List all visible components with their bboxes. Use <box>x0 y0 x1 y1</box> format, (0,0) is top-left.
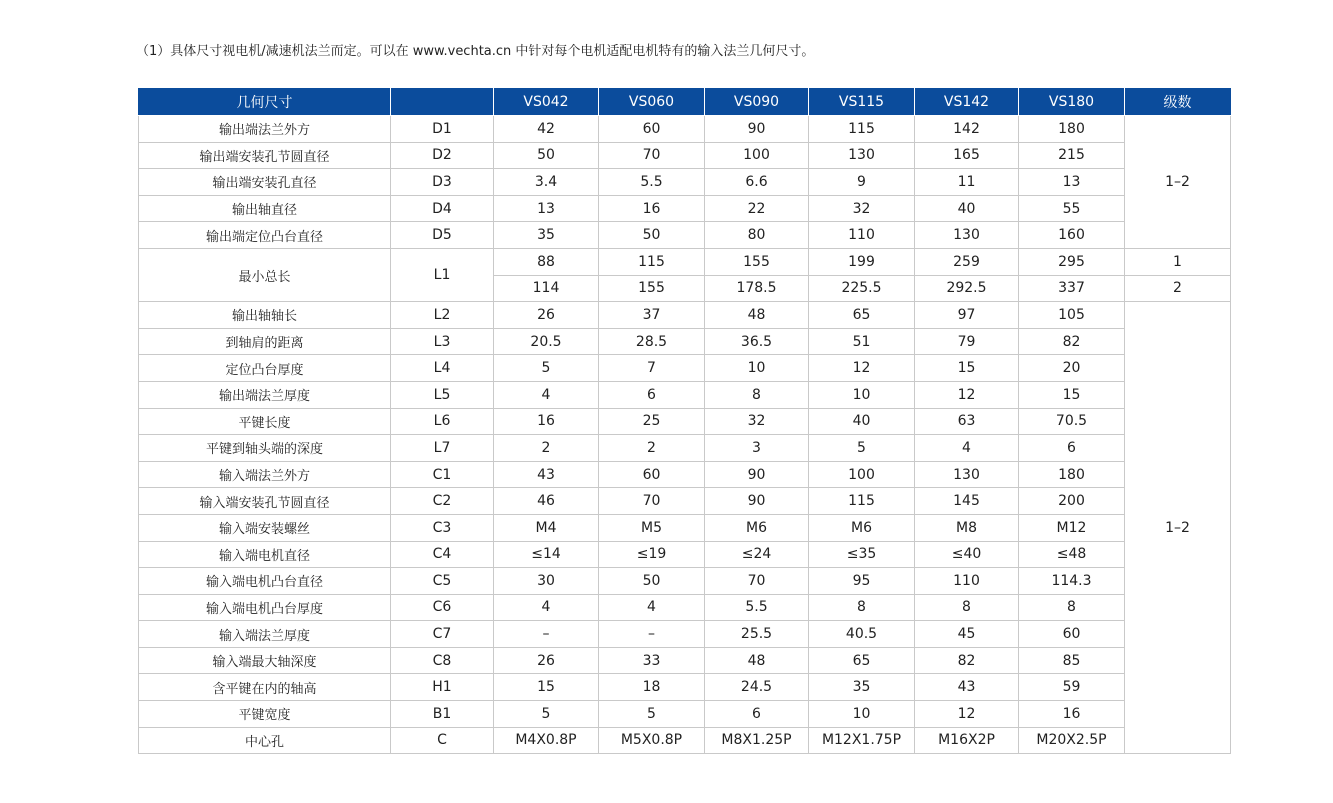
dimension-value: 37 <box>599 302 705 329</box>
dimension-name: 平键长度 <box>139 408 391 435</box>
dimension-value: 48 <box>705 647 809 674</box>
dimension-value: 40.5 <box>809 621 915 648</box>
dimension-value: 5 <box>494 701 599 728</box>
dimension-value: 259 <box>915 248 1019 275</box>
dimension-value: 60 <box>1019 621 1125 648</box>
dimension-code: H1 <box>391 674 494 701</box>
dimension-value: 6.6 <box>705 169 809 196</box>
dimension-name: 含平键在内的轴高 <box>139 674 391 701</box>
table-row <box>139 594 1231 621</box>
dimension-value: 8 <box>915 594 1019 621</box>
dimension-value: 65 <box>809 302 915 329</box>
dimension-value: 12 <box>915 701 1019 728</box>
dimension-value: 16 <box>599 195 705 222</box>
dimension-value: M20X2.5P <box>1019 727 1125 754</box>
dimension-value: 11 <box>915 169 1019 196</box>
dimension-code: L7 <box>391 435 494 462</box>
stage-cell: 1–2 <box>1125 302 1231 754</box>
dimension-value: 5 <box>494 355 599 382</box>
table-row <box>139 302 1231 329</box>
dimension-value: 28.5 <box>599 328 705 355</box>
dimension-value: ≤24 <box>705 541 809 568</box>
dimension-value: 8 <box>705 381 809 408</box>
table-row <box>139 461 1231 488</box>
table-row <box>139 381 1231 408</box>
dimension-value: 180 <box>1019 461 1125 488</box>
dimension-value: 295 <box>1019 248 1125 275</box>
table-row <box>139 701 1231 728</box>
dimension-value: 3 <box>705 435 809 462</box>
dimension-value: 55 <box>1019 195 1125 222</box>
header-vs142: VS142 <box>915 89 1019 116</box>
dimension-value: 200 <box>1019 488 1125 515</box>
table-row <box>139 328 1231 355</box>
dimension-value: 20.5 <box>494 328 599 355</box>
dimension-value: 7 <box>599 355 705 382</box>
dimension-value: 15 <box>494 674 599 701</box>
dimension-name: 输入端安装孔节圆直径 <box>139 488 391 515</box>
dimension-value: 100 <box>705 142 809 169</box>
dimension-value: 6 <box>1019 435 1125 462</box>
table-row <box>139 408 1231 435</box>
stage-cell: 1 <box>1125 248 1231 275</box>
dimension-code: B1 <box>391 701 494 728</box>
dimension-value: 60 <box>599 116 705 143</box>
dimension-value: 25 <box>599 408 705 435</box>
dimension-value: 110 <box>915 568 1019 595</box>
dimension-value: 88 <box>494 248 599 275</box>
table-row <box>139 568 1231 595</box>
dimension-name: 输出端法兰外方 <box>139 116 391 143</box>
dimension-code: L4 <box>391 355 494 382</box>
dimension-value: 42 <box>494 116 599 143</box>
dimension-value: 85 <box>1019 647 1125 674</box>
dimension-code: D2 <box>391 142 494 169</box>
dimension-value: 6 <box>599 381 705 408</box>
dimension-name: 到轴肩的距离 <box>139 328 391 355</box>
dimension-code: C7 <box>391 621 494 648</box>
dimension-value: 40 <box>809 408 915 435</box>
dimension-value: 12 <box>915 381 1019 408</box>
dimension-code: D3 <box>391 169 494 196</box>
dimension-value: 5 <box>809 435 915 462</box>
header-vs115: VS115 <box>809 89 915 116</box>
dimension-name: 输入端电机直径 <box>139 541 391 568</box>
dimension-name: 输出轴轴长 <box>139 302 391 329</box>
dimension-code: L6 <box>391 408 494 435</box>
dimension-value: 5 <box>599 701 705 728</box>
dimension-value: 18 <box>599 674 705 701</box>
dimension-name: 输入端电机凸台直径 <box>139 568 391 595</box>
dimension-value: 12 <box>809 355 915 382</box>
dimension-value: 80 <box>705 222 809 249</box>
dimension-value: 292.5 <box>915 275 1019 302</box>
dimension-name: 输出端安装孔直径 <box>139 169 391 196</box>
dimension-value: 215 <box>1019 142 1125 169</box>
table-body <box>139 116 1231 754</box>
header-vs042: VS042 <box>494 89 599 116</box>
dimension-code: C3 <box>391 514 494 541</box>
dimension-code: D5 <box>391 222 494 249</box>
dimension-value: 48 <box>705 302 809 329</box>
dimension-value: 4 <box>494 381 599 408</box>
table-row <box>139 514 1231 541</box>
dimension-value: 50 <box>599 568 705 595</box>
dimension-name: 输入端安装螺丝 <box>139 514 391 541</box>
dimension-value: ≤19 <box>599 541 705 568</box>
dimension-value: 145 <box>915 488 1019 515</box>
dimension-value: 59 <box>1019 674 1125 701</box>
dimension-name: 输入端法兰厚度 <box>139 621 391 648</box>
dimension-value: 51 <box>809 328 915 355</box>
dimension-value: – <box>494 621 599 648</box>
dimension-value: 82 <box>1019 328 1125 355</box>
table-row <box>139 142 1231 169</box>
table-row <box>139 621 1231 648</box>
dimension-value: 36.5 <box>705 328 809 355</box>
dimension-value: 40 <box>915 195 1019 222</box>
stage-cell: 1–2 <box>1125 116 1231 249</box>
dimension-value: ≤35 <box>809 541 915 568</box>
dimension-value: 22 <box>705 195 809 222</box>
dimension-value: – <box>599 621 705 648</box>
dimension-value: 16 <box>494 408 599 435</box>
dimension-code: L5 <box>391 381 494 408</box>
dimension-name: 定位凸台厚度 <box>139 355 391 382</box>
dimension-value: 60 <box>599 461 705 488</box>
dimension-value: 165 <box>915 142 1019 169</box>
dimension-value: 13 <box>494 195 599 222</box>
dimension-code: C4 <box>391 541 494 568</box>
table-row <box>139 222 1231 249</box>
dimension-value: 32 <box>705 408 809 435</box>
dimension-value: 20 <box>1019 355 1125 382</box>
dimension-value: 46 <box>494 488 599 515</box>
dimension-value: M4X0.8P <box>494 727 599 754</box>
dimension-value: 9 <box>809 169 915 196</box>
dimension-value: 90 <box>705 116 809 143</box>
header-stage: 级数 <box>1125 89 1231 116</box>
dimension-value: 142 <box>915 116 1019 143</box>
dimension-value: 95 <box>809 568 915 595</box>
dimension-value: 160 <box>1019 222 1125 249</box>
dimension-code: L2 <box>391 302 494 329</box>
dimension-value: 50 <box>599 222 705 249</box>
dimension-value: M8X1.25P <box>705 727 809 754</box>
dimension-value: 3.4 <box>494 169 599 196</box>
dimension-code: C8 <box>391 647 494 674</box>
dimension-name: 输入端最大轴深度 <box>139 647 391 674</box>
table-row <box>139 116 1231 143</box>
dimension-value: 15 <box>1019 381 1125 408</box>
dimension-table <box>138 88 1231 754</box>
dimension-value: M16X2P <box>915 727 1019 754</box>
dimension-code: D4 <box>391 195 494 222</box>
dimension-value: 25.5 <box>705 621 809 648</box>
dimension-value: 337 <box>1019 275 1125 302</box>
dimension-name: 输入端法兰外方 <box>139 461 391 488</box>
header-code <box>391 89 494 116</box>
dimension-value: 130 <box>915 222 1019 249</box>
dimension-name: 输入端电机凸台厚度 <box>139 594 391 621</box>
dimension-value: 13 <box>1019 169 1125 196</box>
table-header-row <box>139 89 1231 116</box>
dimension-value: 130 <box>915 461 1019 488</box>
stage-cell: 2 <box>1125 275 1231 302</box>
dimension-code: C6 <box>391 594 494 621</box>
dimension-code: L1 <box>391 248 494 301</box>
header-vs060: VS060 <box>599 89 705 116</box>
dimension-name: 输出端法兰厚度 <box>139 381 391 408</box>
dimension-value: 114.3 <box>1019 568 1125 595</box>
dimension-value: 115 <box>809 116 915 143</box>
table-row <box>139 435 1231 462</box>
dimension-value: 155 <box>599 275 705 302</box>
dimension-value: ≤14 <box>494 541 599 568</box>
dimension-value: 70 <box>599 488 705 515</box>
dimension-value: 6 <box>705 701 809 728</box>
dimension-value: 90 <box>705 488 809 515</box>
footnote: （1）具体尺寸视电机/减速机法兰而定。可以在 www.vechta.cn 中针对每个电机适配电机特有的输入法兰几何尺寸。 <box>136 44 815 59</box>
dimension-value: M6 <box>705 514 809 541</box>
dimension-code: C2 <box>391 488 494 515</box>
dimension-value: M5 <box>599 514 705 541</box>
dimension-value: 35 <box>809 674 915 701</box>
table-row <box>139 169 1231 196</box>
dimension-value: M12 <box>1019 514 1125 541</box>
dimension-value: 70.5 <box>1019 408 1125 435</box>
dimension-value: 45 <box>915 621 1019 648</box>
table-row <box>139 727 1231 754</box>
dimension-name: 输出轴直径 <box>139 195 391 222</box>
dimension-value: 199 <box>809 248 915 275</box>
table-row <box>139 488 1231 515</box>
dimension-value: 130 <box>809 142 915 169</box>
dimension-name: 平键宽度 <box>139 701 391 728</box>
dimension-value: 65 <box>809 647 915 674</box>
dimension-value: 105 <box>1019 302 1125 329</box>
dimension-value: 10 <box>809 381 915 408</box>
dimension-value: 90 <box>705 461 809 488</box>
table-row <box>139 355 1231 382</box>
dimension-value: 2 <box>494 435 599 462</box>
dimension-name: 输出端定位凸台直径 <box>139 222 391 249</box>
dimension-value: 24.5 <box>705 674 809 701</box>
dimension-value: 115 <box>809 488 915 515</box>
dimension-value: M5X0.8P <box>599 727 705 754</box>
table-row <box>139 541 1231 568</box>
header-vs090: VS090 <box>705 89 809 116</box>
dimension-value: 110 <box>809 222 915 249</box>
dimension-value: 178.5 <box>705 275 809 302</box>
dimension-value: 30 <box>494 568 599 595</box>
dimension-value: ≤48 <box>1019 541 1125 568</box>
dimension-value: 79 <box>915 328 1019 355</box>
header-dimension: 几何尺寸 <box>139 89 391 116</box>
dimension-value: M6 <box>809 514 915 541</box>
dimension-value: 4 <box>599 594 705 621</box>
dimension-value: 97 <box>915 302 1019 329</box>
dimension-value: 115 <box>599 248 705 275</box>
table-row <box>139 647 1231 674</box>
dimension-value: 35 <box>494 222 599 249</box>
table-row <box>139 195 1231 222</box>
dimension-name: 平键到轴头端的深度 <box>139 435 391 462</box>
dimension-value: 63 <box>915 408 1019 435</box>
dimension-value: M8 <box>915 514 1019 541</box>
dimension-value: 10 <box>809 701 915 728</box>
dimension-name: 最小总长 <box>139 248 391 301</box>
dimension-value: 82 <box>915 647 1019 674</box>
dimension-value: 16 <box>1019 701 1125 728</box>
dimension-value: 4 <box>915 435 1019 462</box>
header-vs180: VS180 <box>1019 89 1125 116</box>
dimension-value: M4 <box>494 514 599 541</box>
dimension-value: 70 <box>705 568 809 595</box>
dimension-value: 5.5 <box>705 594 809 621</box>
dimension-value: 70 <box>599 142 705 169</box>
dimension-value: 5.5 <box>599 169 705 196</box>
table-row <box>139 674 1231 701</box>
dimension-value: M12X1.75P <box>809 727 915 754</box>
table-row <box>139 248 1231 275</box>
dimension-value: 225.5 <box>809 275 915 302</box>
dimension-value: 15 <box>915 355 1019 382</box>
dimension-value: 50 <box>494 142 599 169</box>
dimension-value: 8 <box>1019 594 1125 621</box>
dimension-value: 33 <box>599 647 705 674</box>
dimension-value: 26 <box>494 302 599 329</box>
dimension-value: 2 <box>599 435 705 462</box>
dimension-value: 180 <box>1019 116 1125 143</box>
dimension-value: 100 <box>809 461 915 488</box>
dimension-value: 43 <box>915 674 1019 701</box>
dimension-code: D1 <box>391 116 494 143</box>
dimension-value: 43 <box>494 461 599 488</box>
dimension-value: ≤40 <box>915 541 1019 568</box>
dimension-value: 4 <box>494 594 599 621</box>
dimension-value: 10 <box>705 355 809 382</box>
dimension-value: 8 <box>809 594 915 621</box>
dimension-name: 输出端安装孔节圆直径 <box>139 142 391 169</box>
dimension-value: 114 <box>494 275 599 302</box>
dimension-code: C5 <box>391 568 494 595</box>
dimension-value: 26 <box>494 647 599 674</box>
dimension-code: C <box>391 727 494 754</box>
dimension-code: C1 <box>391 461 494 488</box>
dimension-value: 155 <box>705 248 809 275</box>
dimension-code: L3 <box>391 328 494 355</box>
dimension-name: 中心孔 <box>139 727 391 754</box>
dimension-value: 32 <box>809 195 915 222</box>
